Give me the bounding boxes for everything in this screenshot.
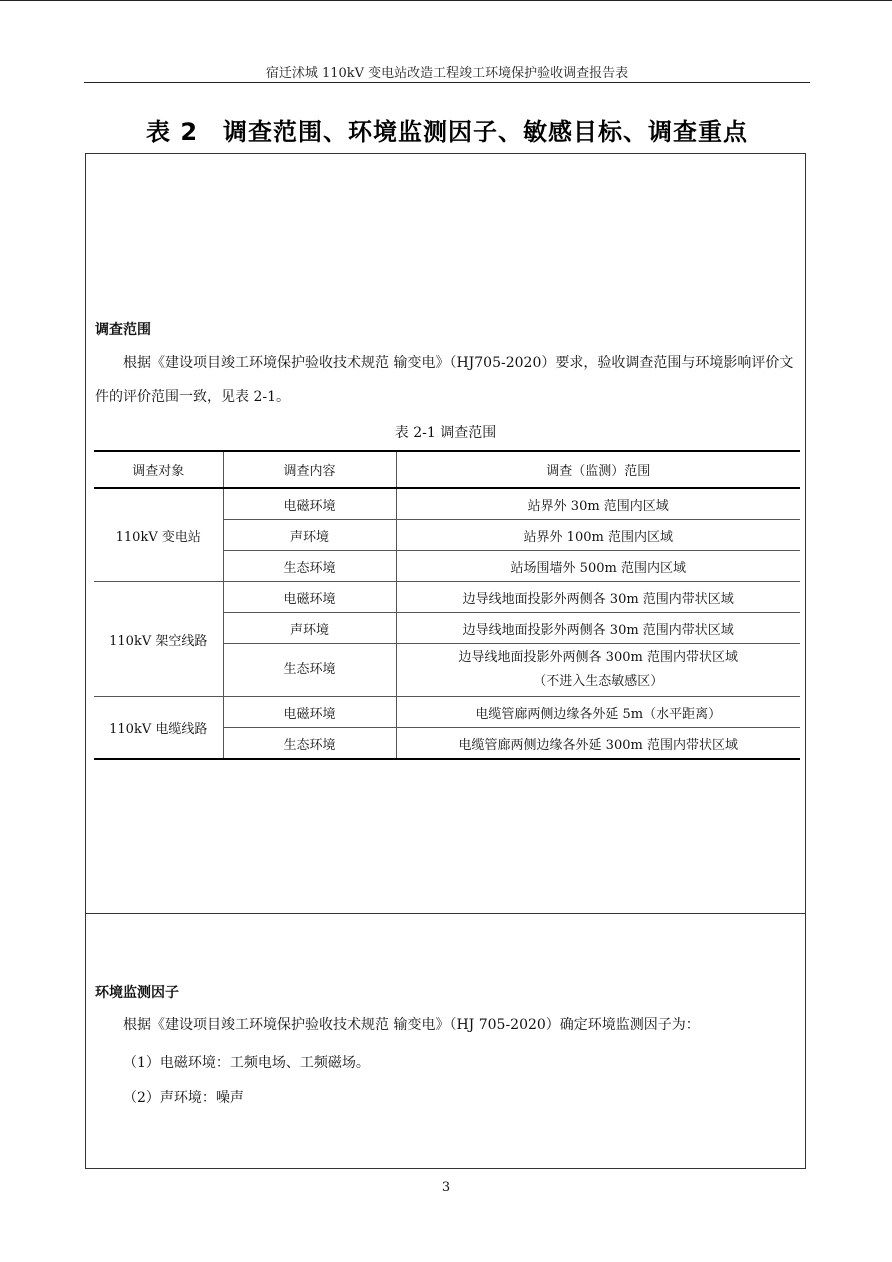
survey-range-cell: 站界外 100m 范围内区域 [396, 520, 800, 551]
survey-content-cell: 生态环境 [223, 644, 396, 697]
survey-content-cell: 电磁环境 [223, 697, 396, 728]
top-border-line [0, 0, 892, 1]
column-header-range: 调查（监测）范围 [396, 451, 800, 488]
page-title: 表 2 调查范围、环境监测因子、敏感目标、调查重点 [145, 118, 749, 146]
survey-content-cell: 生态环境 [223, 728, 396, 760]
survey-range-cell: 边导线地面投影外两侧各 30m 范围内带状区域 [396, 582, 800, 613]
survey-object-cell: 110kV 变电站 [94, 488, 223, 582]
survey-range-note: （不进入生态敏感区） [533, 674, 664, 689]
table-header-row [94, 451, 800, 488]
column-header-object: 调查对象 [94, 451, 223, 488]
table-row [94, 582, 800, 613]
section-heading-survey-scope: 调查范围 [95, 322, 151, 338]
survey-content-cell: 电磁环境 [223, 488, 396, 520]
page-number: 3 [441, 1180, 451, 1195]
survey-range-cell: 边导线地面投影外两侧各 30m 范围内带状区域 [396, 613, 800, 644]
monitoring-factor-item: （2）声环境：噪声 [123, 1090, 244, 1106]
survey-object-cell: 110kV 架空线路 [94, 582, 223, 697]
table-row [94, 697, 800, 728]
survey-range-cell: 站界外 30m 范围内区域 [396, 488, 800, 520]
survey-content-cell: 声环境 [223, 613, 396, 644]
monitoring-factors-paragraph: 根据《建设项目竣工环境保护验收技术规范 输变电》（HJ 705-2020）确定环境监测因子为： [123, 1017, 700, 1033]
content-frame [85, 153, 806, 1169]
survey-content-cell: 生态环境 [223, 551, 396, 582]
survey-object-cell: 110kV 电缆线路 [94, 697, 223, 760]
survey-content-cell: 声环境 [223, 520, 396, 551]
survey-range-cell: 站场围墙外 500m 范围内区域 [396, 551, 800, 582]
header-rule [84, 82, 810, 83]
running-header: 宿迁沭城 110kV 变电站改造工程竣工环境保护验收调查报告表 [265, 66, 629, 81]
table-caption: 表 2-1 调查范围 [394, 425, 497, 441]
section-heading-monitoring-factors: 环境监测因子 [95, 985, 179, 1001]
survey-scope-table [94, 450, 800, 760]
table-row [94, 488, 800, 520]
survey-range-text: 边导线地面投影外两侧各 300m 范围内带状区域 [458, 650, 738, 665]
section-divider [86, 913, 805, 914]
survey-range-cell: 电缆管廊两侧边缘各外延 5m（水平距离） [396, 697, 800, 728]
survey-range-cell [396, 644, 800, 697]
column-header-content: 调查内容 [223, 451, 396, 488]
monitoring-factor-item: （1）电磁环境：工频电场、工频磁场。 [123, 1055, 370, 1071]
survey-scope-paragraph: 根据《建设项目竣工环境保护验收技术规范 输变电》（HJ705-2020）要求，验收调查范围与环境影响评价文件的评价范围一致，见表 2-1。 [95, 355, 794, 405]
survey-range-cell: 电缆管廊两侧边缘各外延 300m 范围内带状区域 [396, 728, 800, 760]
survey-content-cell: 电磁环境 [223, 582, 396, 613]
